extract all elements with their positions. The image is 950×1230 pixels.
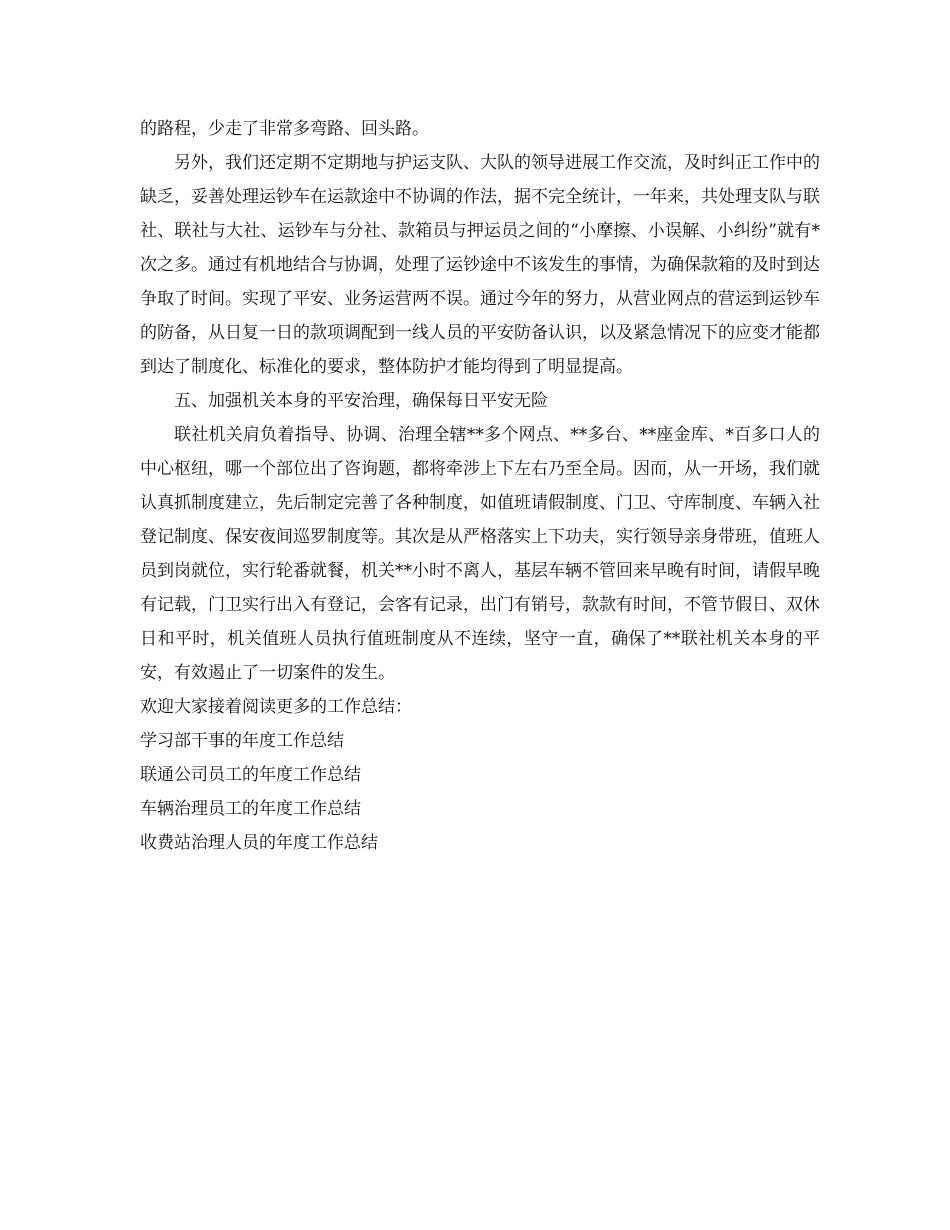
- section-heading: 五、加强机关本身的平安治理，确保每日平安无险: [174, 391, 548, 411]
- more-reading-link[interactable]: 收费站治理人员的年度工作总结: [140, 833, 378, 853]
- more-reading-link[interactable]: 车辆治理员工的年度工作总结: [140, 799, 361, 819]
- more-reading-link[interactable]: 联通公司员工的年度工作总结: [140, 765, 361, 785]
- more-reading-intro: 欢迎大家接着阅读更多的工作总结：: [140, 697, 412, 717]
- more-reading-link[interactable]: 学习部干事的年度工作总结: [140, 731, 344, 751]
- paragraph-office-security: 联社机关肩负着指导、协调、治理全辖**多个网点、**多台、**座金库、*百多口人的中心枢纽，哪一个部位出了咨询题，都将牵涉上下左右乃至全局。因而，从一开场，我们就认真抓制度建立，先后制定完善了各种制度，如值班请假制度、门卫、守库制度、车辆入社登记制度、保安夜间巡罗制度等。其次是从严格落实上下功夫，实行领导亲身带班，值班人员到岗就位，实行轮番就餐，机关**小时不离人，基层车辆不管回来早晚有时间，请假早晚有记载，门卫实行出入有登记，会客有记录，出门有销号，款款有时间，不管节假日、双休日和平时，机关值班人员执行值班制度从不连续，坚守一直，确保了**联社机关本身的平安，有效遏止了一切案件的发生。: [140, 425, 820, 683]
- document-page: [140, 112, 820, 860]
- paragraph-coordination: 另外，我们还定期不定期地与护运支队、大队的领导进展工作交流，及时纠正工作中的缺乏，妥善处理运钞车在运款途中不协调的作法，据不完全统计，一年来，共处理支队与联社、联社与大社、运钞车与分社、款箱员与押运员之间的“小摩擦、小误解、小纠纷”就有*次之多。通过有机地结合与协调，处理了运钞途中不该发生的事情，为确保款箱的及时到达争取了时间。实现了平安、业务运营两不误。通过今年的努力，从营业网点的营运到运钞车的防备，从日复一日的款项调配到一线人员的平安防备认识，以及紧急情况下的应变才能都到达了制度化、标准化的要求，整体防护才能均得到了明显提高。: [140, 153, 820, 377]
- paragraph-continuation: 的路程，少走了非常多弯路、回头路。: [140, 119, 429, 139]
